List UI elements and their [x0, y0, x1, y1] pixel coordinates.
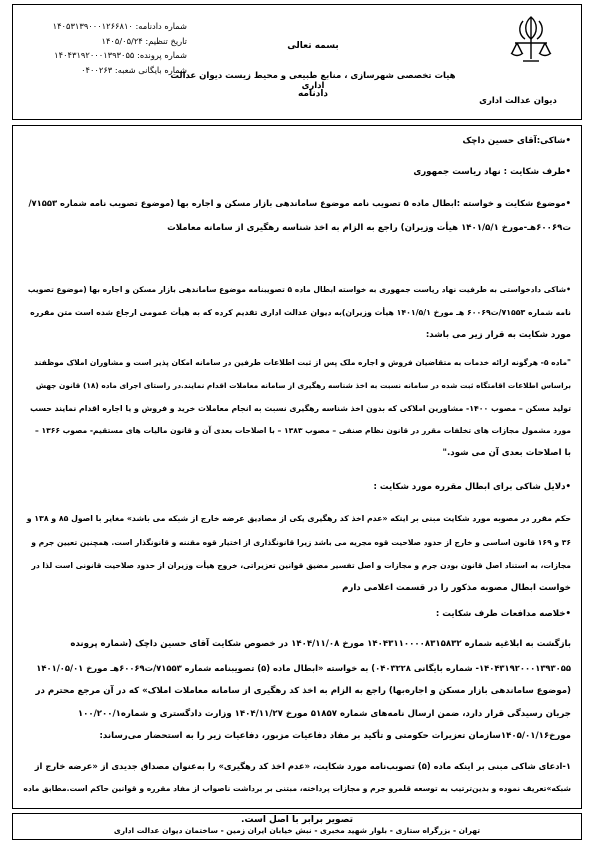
court-address: تهران - بزرگراه ستاری - بلوار شهید مخبری - نبش خیابان ایران زمین - ساختمان دیوان عدالت اداری — [113, 826, 481, 835]
document-type: دادنامه — [297, 89, 329, 99]
body-line: "ماده ۵- هرگونه ارائه خدمات به متقاضیان فروش و اجاره ملک پس از ثبت اطلاعات طرفین در سامانه امکان پذیر است و مشاوران املاک موظفند — [34, 358, 571, 367]
board-name: هیات تخصصی شهرسازی ، منابع طبیعی و محیط زیست دیوان عدالت اداری — [170, 71, 456, 91]
body-line: •شاکی:آقای حسین داچک — [462, 136, 571, 146]
body-line: ۳۶ و ۱۶۹ قانون اساسی و خارج از حدود صلاحیت قوه مجریه می باشد زیرا قانونگذاری از اختیار قوه مقننه و قانونگذار است. همچنین تعیین جرم و — [31, 538, 571, 547]
body-line: جریان رسیدگی قرار دارد، ضمن ارسال نامه‌های شماره ۵۱۸۵۷ مورخ ۱۴۰۴/۱۱/۲۷ وزارت دادگستری و شماره۱۰۰/۲۰۰/۱ — [77, 709, 571, 719]
footer-box — [12, 813, 582, 840]
body-line: •موضوع شکایت و خواسته :ابطال ماده ۵ تصویب نامه موضوع ساماندهی بازار مسکن و اجاره بها (موضوع تصویب نامه شماره ۷۱۵۵۳/ — [28, 198, 571, 208]
meta-row: شماره دادنامه: ۱۴۰۵۳۱۳۹۰۰۰۱۲۶۶۸۱۰ — [52, 21, 187, 31]
basmala: بسمه تعالی — [287, 41, 339, 51]
body-line: مورد مشمول مجازات های تخلفات مقرر در قانون نظام صنفی – مصوب ۱۳۸۳ – با اصلاحات بعدی آن و قانون مالیات های مستقیم- مصوب ۱۳۶۶ – — [35, 426, 571, 435]
body-line: مورد شکایت به قرار زیر می باشد: — [425, 330, 571, 340]
body-line: ۱۴۰۴۳۱۹۲۰۰۰۱۳۹۳۰۵۵- شماره بایگانی ۰۴۰۳۲۲۸) به خواسته «ابطال ماده (۵) تصویبنامه شماره ۷۱۵۵۳/ت۶۰۰۶۹هـ مورخ ۱۴۰۱/۰۵/۰۱ — [36, 663, 571, 673]
body-line: •خلاصه مدافعات طرف شکایت : — [435, 609, 571, 619]
emblem-icon — [509, 13, 553, 65]
meta-row: تاریخ تنظیم: ۱۴۰۵/۰۵/۲۴ — [101, 35, 187, 46]
body-box — [12, 125, 582, 809]
meta-row: شماره پرونده: ۱۴۰۴۳۱۹۲۰۰۰۱۳۹۳۰۵۵ — [54, 50, 187, 60]
body-line: •طرف شکایت : نهاد ریاست جمهوری — [413, 167, 571, 177]
body-line: نامه شماره ۷۱۵۵۳/ت۶۰۰۶۹ هـ مورخ ۱۴۰۱/۵/۱ هیأت وزیران)به دیوان عدالت اداری تقدیم کرده که به هیأت عمومی ارجاع شده است متن مقرره — [30, 308, 571, 317]
document-meta — [27, 19, 187, 77]
body-line: ت۶۰۰۶۹هـ-مورخ ۱۴۰۱/۵/۱ هیأت وزیران) راجع به الزام به اخذ شناسه رهگیری از سامانه معاملات — [167, 223, 571, 233]
body-line: بازگشت به ابلاغیه شماره ۱۴۰۴۳۱۱۰۰۰۰۸۳۱۵۸۳۲ مورخ ۱۴۰۴/۱۱/۰۸ در خصوص شکایت آقای حسین داچک (شماره پرونده — [70, 639, 571, 649]
body-line: حکم مقرر در مصوبه مورد شکایت مبنی بر اینکه «عدم اخذ کد رهگیری یکی از مصادیق عرضه خارج از شبکه می باشد» مغایر با اصول ۸۵ و ۱۳۸ و — [26, 514, 571, 523]
body-line: مورخ۱۴۰۵/۰۱/۱۶سازمان تعزیرات حکومتی و تأکید بر مفاد دفاعیات مزبور، دفاعیات زیر را به استحضار می‌رساند: — [99, 731, 571, 741]
body-line: •شاکی دادخواستی به طرفیت نهاد ریاست جمهوری به خواسته ابطال ماده ۵ تصویبنامه موضوع ساماندهی بازار مسکن و اجاره بها (موضوع تصویب — [27, 285, 571, 294]
body-line: با اصلاحات بعدی آن می شود." — [442, 448, 571, 458]
body-line: (موضوع ساماندهی بازار مسکن و اجاره‌بها) راجع به الزام به اخذ کد رهگیری از سامانه معاملات املاک» که در آن مرجع محترم در — [35, 686, 571, 696]
body-line: تولید مسکن – مصوب ۱۴۰۰- مشاورین املاکی که بدون اخذ شناسه رهگیری نسبت به انجام معاملات خرید و فروش و یا اجاره اقدام نمایند حسب — [30, 404, 571, 413]
body-line: •دلایل شاکی برای ابطال مقرره مورد شکایت : — [373, 482, 571, 492]
body-line: ۱-ادعای شاکی مبنی بر اینکه ماده (۵) تصویب‌نامه مورد شکایت، «عدم اخذ کد رهگیری» را به‌عنوان مصداق جدیدی از «عرضه خارج از — [34, 761, 571, 771]
meta-row: شماره بایگانی شعبه: ۰۴۰۰۲۶۳ — [81, 64, 187, 75]
body-line: خواست ابطال مصوبه مذکور را در قسمت اعلامی دارم — [342, 583, 571, 593]
body-line: مجازات، به استناد اصل قانون بودن جرم و مجازات و اصل تفسیر مضیق قوانین تعزیراتی، خروج هیأت وزیران از حدود صلاحیت قانونی است لذا در — [31, 561, 571, 570]
body-line: براساس اطلاعات اقامتگاه ثبت شده در سامانه نسبت به اخذ شناسه رهگیری از سامانه معاملات اقدام نمایند.در راستای اجرای ماده (۱۸) قانون جهش — [35, 381, 571, 390]
court-name: دیوان عدالت اداری — [479, 96, 557, 106]
body-line: شبکه»تعریف نموده و بدین‌ترتیب به توسعه قلمرو جرم و مجازات پرداخته، مبتنی بر برداشت ناصواب از مفاد مقرره و قوانین حاکم است.مطابق ماده — [23, 784, 571, 793]
header-box — [12, 4, 582, 120]
certification-note: تصویر برابر با اصل است. — [241, 815, 353, 825]
